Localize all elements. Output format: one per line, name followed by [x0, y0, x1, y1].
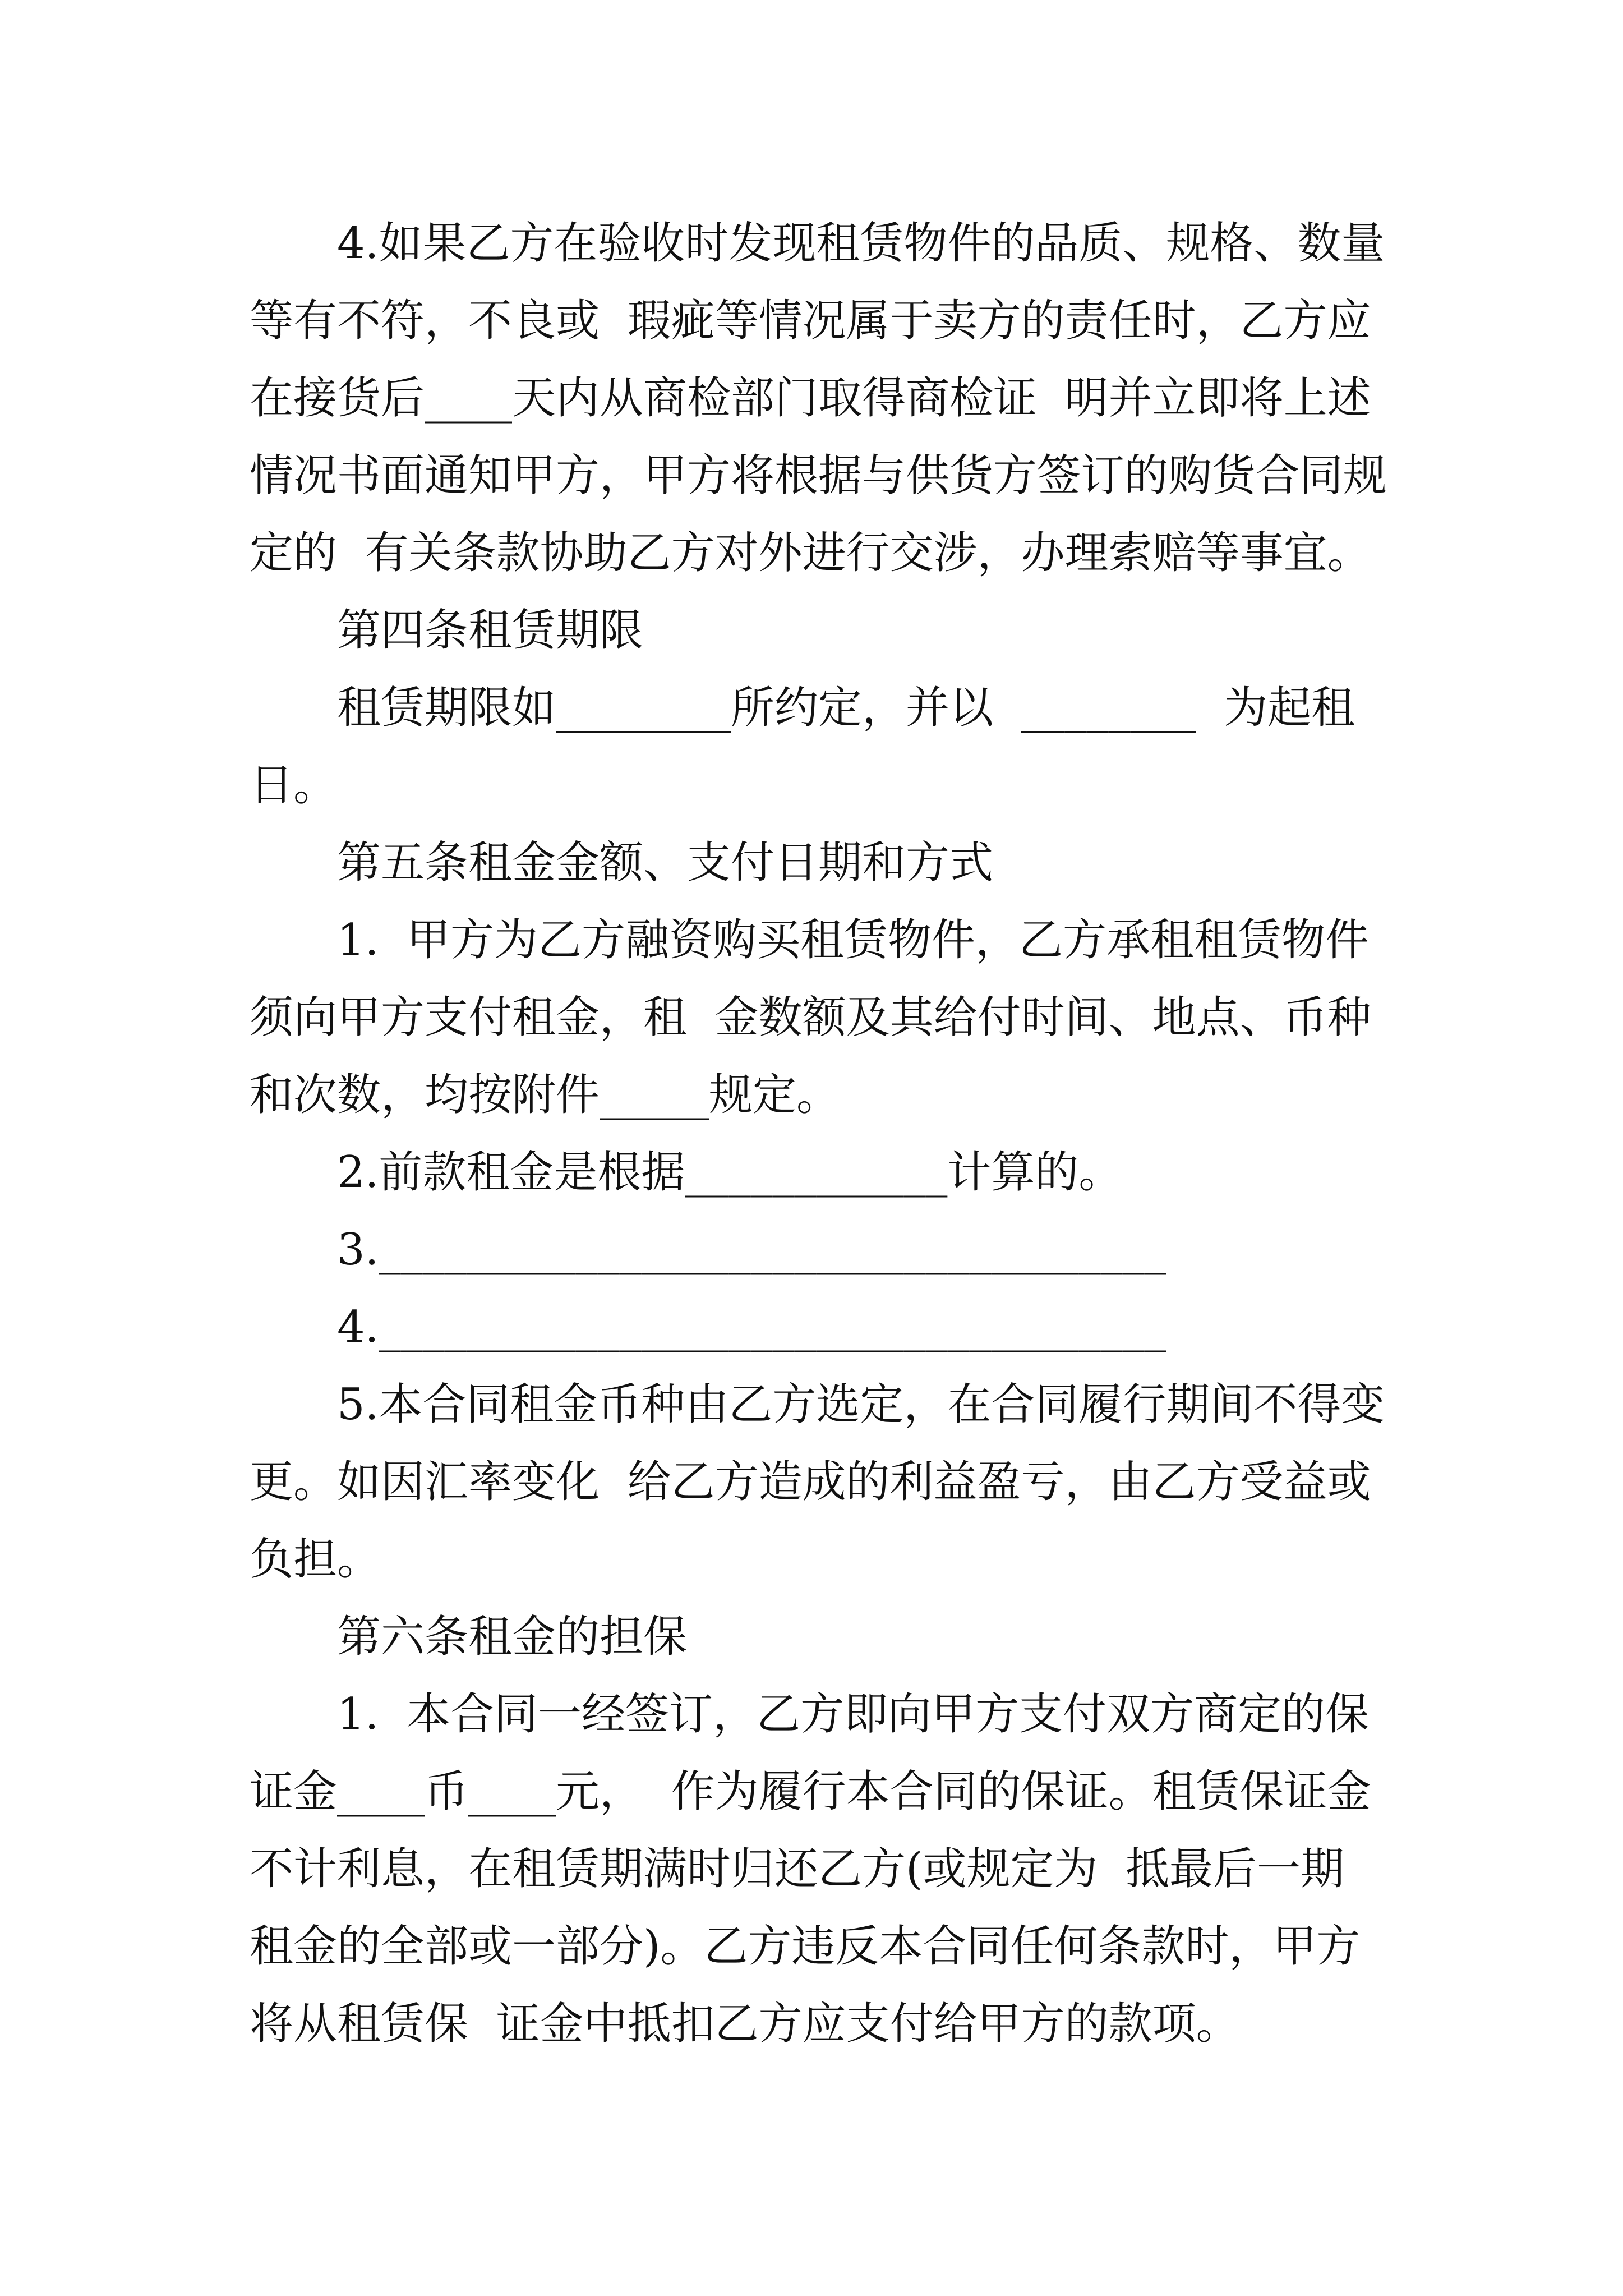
- paragraph-line: 负担。: [250, 1534, 381, 1585]
- paragraph-line: 和次数，均按附件_____规定。: [250, 1070, 841, 1120]
- paragraph-line: 租金的全部或一部分)。乙方违反本合同任何条款时，甲方: [250, 1921, 1361, 1972]
- paragraph-line: 定的 有关条款协助乙方对外进行交涉，办理索赔等事宜。: [250, 528, 1371, 578]
- paragraph-line: 3.____________________________________: [337, 1225, 1166, 1275]
- section-heading: 第四条租赁期限: [337, 605, 644, 656]
- paragraph-line: 1. 本合同一经签订，乙方即向甲方支付双方商定的保: [337, 1689, 1370, 1740]
- paragraph-line: 2.前款租金是根据____________计算的。: [337, 1147, 1123, 1198]
- paragraph-line: 日。: [250, 760, 338, 811]
- paragraph-line: 5.本合同租金币种由乙方选定，在合同履行期间不得变: [337, 1379, 1385, 1430]
- paragraph-line: 证金____币____元， 作为履行本合同的保证。租赁保证金: [250, 1766, 1371, 1817]
- paragraph-line: 在接货后____天内从商检部门取得商检证 明并立即将上述: [250, 373, 1371, 424]
- paragraph-line: 租赁期限如________所约定，并以 ________ 为起租: [337, 683, 1355, 733]
- paragraph-line: 更。如因汇率变化 给乙方造成的利益盈亏，由乙方受益或: [250, 1457, 1371, 1507]
- paragraph-line: 须向甲方支付租金，租 金数额及其给付时间、地点、币种: [250, 992, 1371, 1043]
- paragraph-line: 1. 甲方为乙方融资购买租赁物件，乙方承租租赁物件: [337, 915, 1370, 965]
- section-heading: 第六条租金的担保: [337, 1612, 688, 1662]
- paragraph-line: 不计利息，在租赁期满时归还乙方(或规定为 抵最后一期: [250, 1844, 1345, 1894]
- paragraph-line: 情况书面通知甲方，甲方将根据与供货方签订的购货合同规: [250, 450, 1387, 501]
- paragraph-line: 将从租赁保 证金中抵扣乙方应支付给甲方的款项。: [250, 1999, 1240, 2049]
- paragraph-line: 4.如果乙方在验收时发现租赁物件的品质、规格、数量: [337, 218, 1385, 269]
- paragraph-line: 等有不符，不良或 瑕疵等情况属于卖方的责任时，乙方应: [250, 296, 1371, 346]
- paragraph-line: 4.____________________________________: [337, 1302, 1166, 1352]
- section-heading: 第五条租金金额、支付日期和方式: [337, 838, 994, 888]
- document-body: [250, 205, 1387, 2063]
